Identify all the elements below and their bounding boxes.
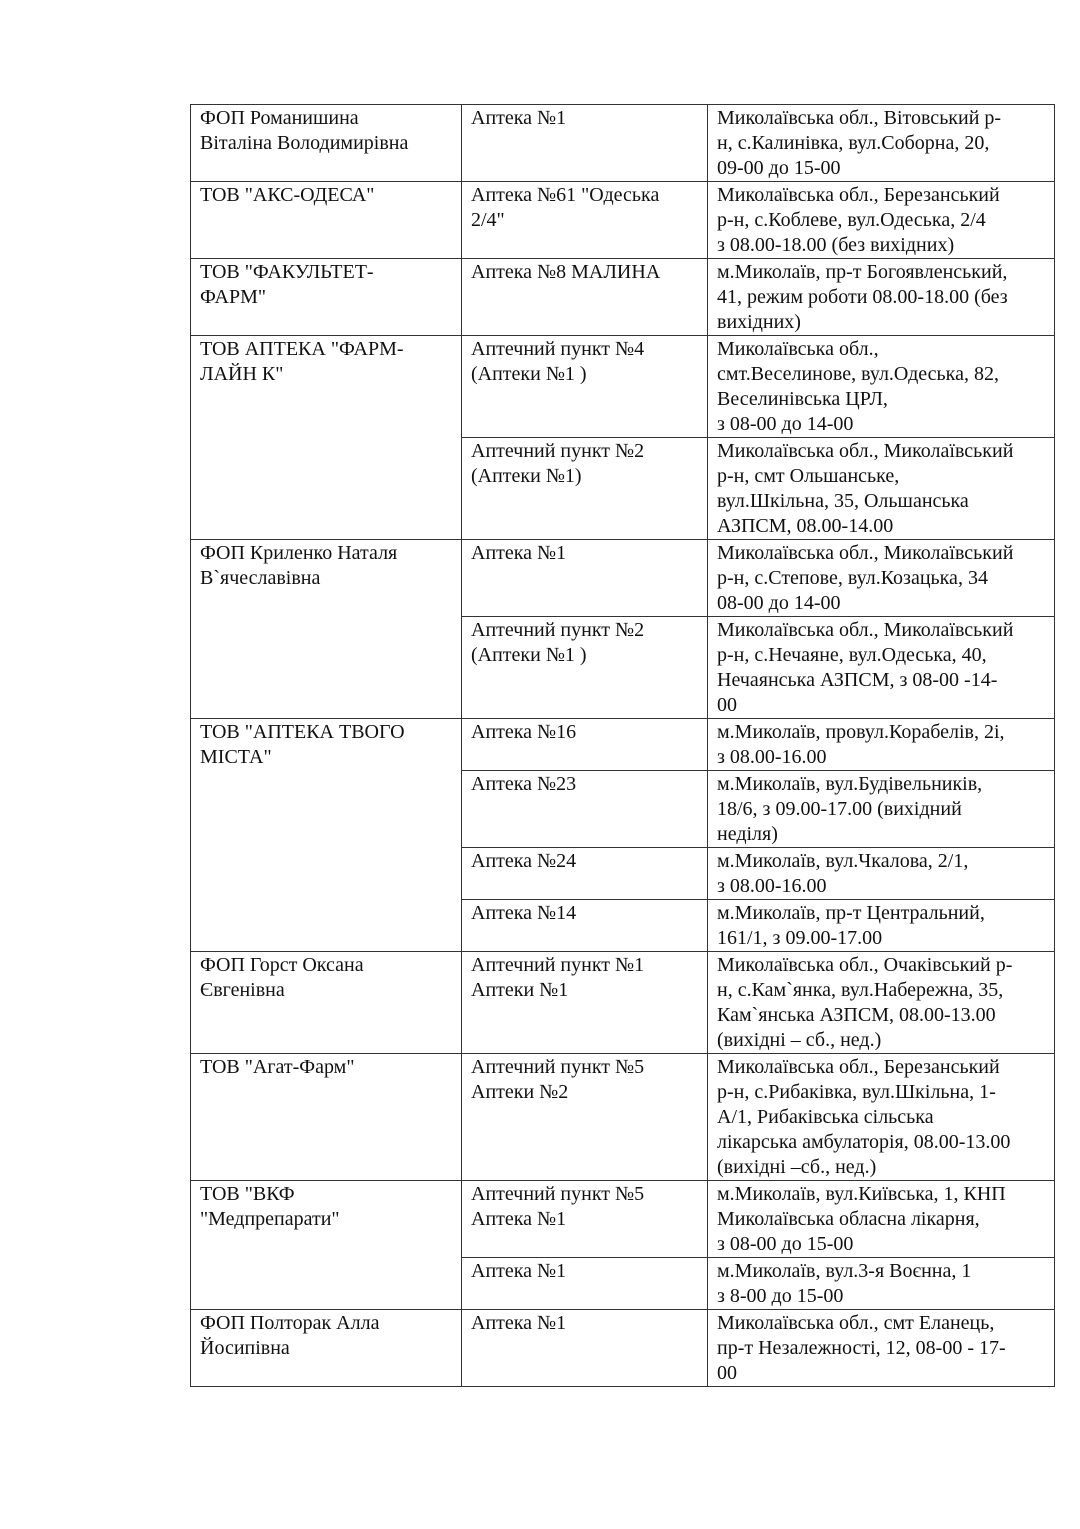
address-cell-line: Миколаївська обл., Вітовський р-	[717, 107, 1002, 129]
pharmacy-name-cell-line: Аптечний пункт №5	[471, 1056, 645, 1078]
organization-cell	[191, 182, 462, 259]
pharmacy-name-cell	[462, 105, 708, 182]
pharmacy-name-cell	[462, 259, 708, 336]
organization-cell-line: ЛАЙН К"	[200, 363, 284, 385]
address-cell-line: Миколаївська обл., Березанський	[717, 1056, 1000, 1078]
table-row	[191, 1310, 1055, 1387]
organization-cell	[191, 1310, 462, 1387]
pharmacy-name-cell-line: Аптечний пункт №4	[471, 338, 645, 360]
address-cell-line: (вихідні –сб., нед.)	[717, 1156, 877, 1178]
pharmacy-name-cell-line: 2/4"	[471, 209, 505, 231]
address-cell-line: р-н, с.Степове, вул.Козацька, 34	[717, 567, 988, 589]
pharmacy-name-cell	[462, 771, 708, 848]
address-cell-line: лікарська амбулаторія, 08.00-13.00	[717, 1131, 1011, 1153]
pharmacy-name-cell-line: Аптека №8 МАЛИНА	[471, 261, 661, 283]
table-row	[191, 1181, 1055, 1258]
pharmacy-name-cell-line: Аптечний пункт №1	[471, 954, 645, 976]
pharmacy-name-cell	[462, 438, 708, 540]
address-cell-line: н, с.Калинівка, вул.Соборна, 20,	[717, 132, 990, 154]
address-cell	[708, 259, 1055, 336]
pharmacy-name-cell-line: Аптеки №2	[471, 1081, 569, 1103]
organization-cell-line: ТОВ "АПТЕКА ТВОГО	[200, 721, 405, 743]
address-cell-line: 08-00 до 14-00	[717, 592, 841, 614]
pharmacy-name-cell-line: Аптечний пункт №5	[471, 1183, 645, 1205]
pharmacy-name-cell-line: Аптека №14	[471, 902, 577, 924]
organization-cell-line: ТОВ "ВКФ	[200, 1183, 295, 1205]
address-cell	[708, 540, 1055, 617]
pharmacy-name-cell	[462, 900, 708, 952]
organization-cell-line: ФОП Криленко Наталя	[200, 542, 398, 564]
address-cell-line: вул.Шкільна, 35, Ольшанська	[717, 490, 969, 512]
address-cell-line: пр-т Незалежності, 12, 08-00 - 17-	[717, 1337, 1006, 1359]
pharmacy-name-cell-line: Аптека №1	[471, 1208, 567, 1230]
pharmacy-name-cell	[462, 719, 708, 771]
address-cell-line: 00	[717, 1362, 737, 1384]
pharmacy-name-cell	[462, 182, 708, 259]
address-cell-line: з 8-00 до 15-00	[717, 1285, 844, 1307]
address-cell-line: 09-00 до 15-00	[717, 157, 841, 179]
pharmacy-name-cell	[462, 952, 708, 1054]
organization-cell	[191, 719, 462, 952]
address-cell	[708, 105, 1055, 182]
address-cell-line: р-н, с.Коблеве, вул.Одеська, 2/4	[717, 209, 986, 231]
address-cell-line: Миколаївська обл., Миколаївський	[717, 619, 1014, 641]
organization-cell	[191, 540, 462, 719]
pharmacy-name-cell-line: Аптека №1	[471, 1312, 567, 1334]
organization-cell-line: Євгенівна	[200, 979, 285, 1001]
pharmacy-name-cell	[462, 1258, 708, 1310]
address-cell-line: м.Миколаїв, вул.3-я Воєнна, 1	[717, 1260, 972, 1282]
pharmacy-name-cell	[462, 540, 708, 617]
table-row	[191, 105, 1055, 182]
address-cell-line: з 08.00-16.00	[717, 875, 827, 897]
address-cell-line: м.Миколаїв, вул.Будівельників,	[717, 773, 983, 795]
address-cell	[708, 1054, 1055, 1181]
organization-cell-line: Віталіна Володимирівна	[200, 132, 409, 154]
organization-cell-line: В`ячеславівна	[200, 567, 321, 589]
address-cell	[708, 1181, 1055, 1258]
address-cell-line: з 08.00-18.00 (без вихідних)	[717, 234, 955, 256]
organization-cell-line: МІСТА"	[200, 746, 272, 768]
organization-cell-line: Йосипівна	[200, 1337, 290, 1359]
address-cell-line: неділя)	[717, 823, 778, 845]
address-cell-line: вихідних)	[717, 311, 801, 333]
table-row	[191, 336, 1055, 438]
organization-cell-line: ФОП Романишина	[200, 107, 359, 129]
address-cell-line: смт.Веселинове, вул.Одеська, 82,	[717, 363, 999, 385]
address-cell-line: з 08.00-16.00	[717, 746, 827, 768]
address-cell	[708, 848, 1055, 900]
address-cell-line: 18/6, з 09.00-17.00 (вихідний	[717, 798, 962, 820]
table-row	[191, 182, 1055, 259]
organization-cell	[191, 952, 462, 1054]
pharmacy-name-cell-line: Аптеки №1	[471, 979, 569, 1001]
pharmacy-name-cell	[462, 336, 708, 438]
address-cell-line: АЗПСМ, 08.00-14.00	[717, 515, 894, 537]
address-cell-line: 161/1, з 09.00-17.00	[717, 927, 883, 949]
pharmacy-name-cell-line: Аптека №1	[471, 542, 567, 564]
address-cell-line: з 08-00 до 15-00	[717, 1233, 854, 1255]
pharmacy-table	[190, 104, 1055, 1387]
table-row	[191, 259, 1055, 336]
address-cell-line: 41, режим роботи 08.00-18.00 (без	[717, 286, 1008, 308]
address-cell-line: Миколаївська обл., смт Еланець,	[717, 1312, 995, 1334]
address-cell	[708, 771, 1055, 848]
pharmacy-name-cell-line: (Аптеки №1 )	[471, 363, 587, 385]
organization-cell	[191, 1181, 462, 1310]
address-cell-line: м.Миколаїв, пр-т Центральний,	[717, 902, 985, 924]
pharmacy-name-cell	[462, 617, 708, 719]
organization-cell	[191, 105, 462, 182]
organization-cell-line: ТОВ "ФАКУЛЬТЕТ-	[200, 261, 374, 283]
address-cell-line: р-н, с.Рибаківка, вул.Шкільна, 1-	[717, 1081, 996, 1103]
organization-cell-line: ФАРМ"	[200, 286, 267, 308]
address-cell-line: з 08-00 до 14-00	[717, 413, 854, 435]
organization-cell	[191, 259, 462, 336]
organization-cell-line: ТОВ АПТЕКА "ФАРМ-	[200, 338, 404, 360]
address-cell-line: м.Миколаїв, провул.Корабелів, 2і,	[717, 721, 1005, 743]
address-cell-line: р-н, смт Ольшанське,	[717, 465, 900, 487]
organization-cell	[191, 336, 462, 540]
address-cell-line: Миколаївська обл.,	[717, 338, 879, 360]
pharmacy-name-cell-line: Аптека №24	[471, 850, 577, 872]
address-cell-line: Миколаївська обл., Миколаївський	[717, 542, 1014, 564]
organization-cell	[191, 1054, 462, 1181]
organization-cell-line: ТОВ "Агат-Фарм"	[200, 1056, 355, 1078]
address-cell	[708, 438, 1055, 540]
address-cell	[708, 182, 1055, 259]
address-cell-line: м.Миколаїв, вул.Чкалова, 2/1,	[717, 850, 969, 872]
address-cell-line: Миколаївська обл., Березанський	[717, 184, 1000, 206]
pharmacy-name-cell-line: (Аптеки №1 )	[471, 644, 587, 666]
address-cell	[708, 1258, 1055, 1310]
pharmacy-name-cell-line: Аптека №61 "Одеська	[471, 184, 660, 206]
address-cell	[708, 336, 1055, 438]
pharmacy-name-cell-line: Аптека №1	[471, 107, 567, 129]
pharmacy-name-cell	[462, 1054, 708, 1181]
address-cell-line: 00	[717, 694, 737, 716]
table-row	[191, 719, 1055, 771]
pharmacy-name-cell	[462, 848, 708, 900]
organization-cell-line: ФОП Горст Оксана	[200, 954, 364, 976]
address-cell	[708, 617, 1055, 719]
pharmacy-name-cell-line: (Аптеки №1)	[471, 465, 582, 487]
pharmacy-name-cell-line: Аптека №23	[471, 773, 577, 795]
table-row	[191, 952, 1055, 1054]
address-cell-line: р-н, с.Нечаяне, вул.Одеська, 40,	[717, 644, 987, 666]
pharmacy-name-cell-line: Аптека №1	[471, 1260, 567, 1282]
pharmacy-name-cell-line: Аптечний пункт №2	[471, 440, 645, 462]
address-cell-line: м.Миколаїв, пр-т Богоявленський,	[717, 261, 1008, 283]
pharmacy-name-cell-line: Аптечний пункт №2	[471, 619, 645, 641]
address-cell-line: Миколаївська обл., Миколаївський	[717, 440, 1014, 462]
address-cell-line: Миколаївська обласна лікарня,	[717, 1208, 980, 1230]
address-cell-line: н, с.Кам`янка, вул.Набережна, 35,	[717, 979, 1004, 1001]
address-cell-line: м.Миколаїв, вул.Київська, 1, КНП	[717, 1183, 1006, 1205]
organization-cell-line: ФОП Полторак Алла	[200, 1312, 380, 1334]
address-cell	[708, 952, 1055, 1054]
table-row	[191, 540, 1055, 617]
organization-cell-line: "Медпрепарати"	[200, 1208, 340, 1230]
pharmacy-name-cell-line: Аптека №16	[471, 721, 577, 743]
table-row	[191, 1054, 1055, 1181]
pharmacy-name-cell	[462, 1310, 708, 1387]
pharmacy-name-cell	[462, 1181, 708, 1258]
address-cell	[708, 1310, 1055, 1387]
address-cell-line: Миколаївська обл., Очаківський р-	[717, 954, 1013, 976]
address-cell	[708, 719, 1055, 771]
address-cell	[708, 900, 1055, 952]
address-cell-line: Веселинівська ЦРЛ,	[717, 388, 888, 410]
address-cell-line: А/1, Рибаківська сільська	[717, 1106, 934, 1128]
address-cell-line: Нечаянська АЗПСМ, з 08-00 -14-	[717, 669, 998, 691]
organization-cell-line: ТОВ "АКС-ОДЕСА"	[200, 184, 375, 206]
address-cell-line: Кам`янська АЗПСМ, 08.00-13.00	[717, 1004, 996, 1026]
address-cell-line: (вихідні – сб., нед.)	[717, 1029, 882, 1051]
